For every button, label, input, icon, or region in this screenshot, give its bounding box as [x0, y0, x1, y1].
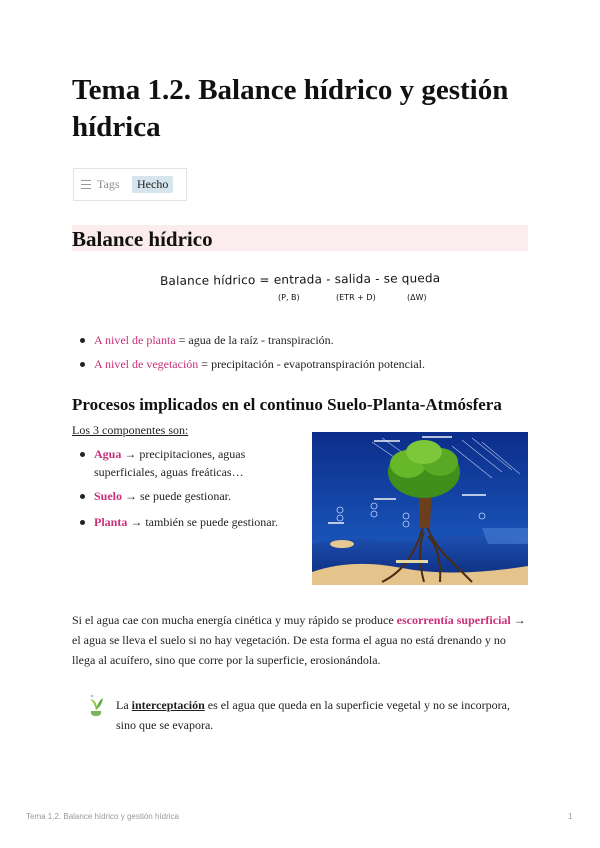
callout-text-before: La [116, 698, 132, 712]
components-list [72, 445, 287, 531]
page-title: Tema 1.2. Balance hídrico y gestión hídrica [72, 74, 509, 143]
bullet-term: Agua [94, 447, 122, 461]
bullet-text: = agua de la raíz - transpiración. [175, 333, 334, 347]
bullet-term: A nivel de planta [94, 333, 176, 347]
balance-list [72, 331, 528, 373]
bullet-text: → se puede gestionar. [122, 489, 231, 503]
list-item [72, 513, 287, 531]
callout-text-after: es el agua que queda en la superficie vegetal y no se incorpora, sino que se evapora. [116, 698, 510, 732]
bullet-text: → precipitaciones, aguas superficiales, aguas freáticas… [94, 447, 246, 479]
interception-callout [72, 688, 528, 742]
callout-term: interceptación [131, 698, 205, 712]
bullet-term: A nivel de vegetación [94, 357, 199, 371]
components-intro: Los 3 componentes son: [72, 423, 189, 437]
tags-property [73, 168, 187, 201]
section-heading-balance: Balance hídrico [72, 225, 528, 251]
list-item [72, 355, 528, 373]
paragraph-text: Si el agua cae con mucha energía cinética y muy rápido se produce [72, 613, 397, 627]
plant-icon [86, 693, 106, 717]
formula-sub-queda: (ΔW) [407, 293, 427, 302]
callout-text [116, 695, 526, 735]
escorrentia-paragraph [72, 610, 532, 670]
list-item [72, 331, 528, 349]
bullet-term: Suelo [94, 489, 123, 503]
bullet-text: → también se puede gestionar. [127, 515, 278, 529]
list-icon [81, 180, 91, 189]
paragraph-text: → el agua se lleva el suelo si no hay vegetación. De esta forma el agua no está drenando y no llega al acuífero, sino que corre por la superficie, erosionándola. [72, 613, 526, 667]
bullet-text: = precipitación - evapotranspiración potencial. [198, 357, 425, 371]
page-number: 1 [568, 812, 573, 821]
formula-sub-salida: (ETR + D) [336, 293, 376, 302]
formula-sub-entrada: (P, B) [278, 293, 300, 302]
formula-main: Balance hídrico = entrada - salida - se queda [160, 271, 441, 288]
footer-title: Tema 1.2. Balance hídrico y gestión hídrica [26, 812, 179, 821]
list-item [72, 487, 287, 505]
handwritten-formula [160, 271, 445, 310]
paragraph-highlight: escorrentía superficial [396, 613, 511, 627]
bullet-term: Planta [94, 515, 128, 529]
tag-chip[interactable]: Hecho [132, 176, 173, 193]
water-cycle-illustration [312, 432, 528, 585]
tags-label: Tags [97, 177, 120, 191]
section-heading-procesos: Procesos implicados en el continuo Suelo-Planta-Atmósfera [72, 395, 502, 414]
list-item [72, 445, 287, 481]
